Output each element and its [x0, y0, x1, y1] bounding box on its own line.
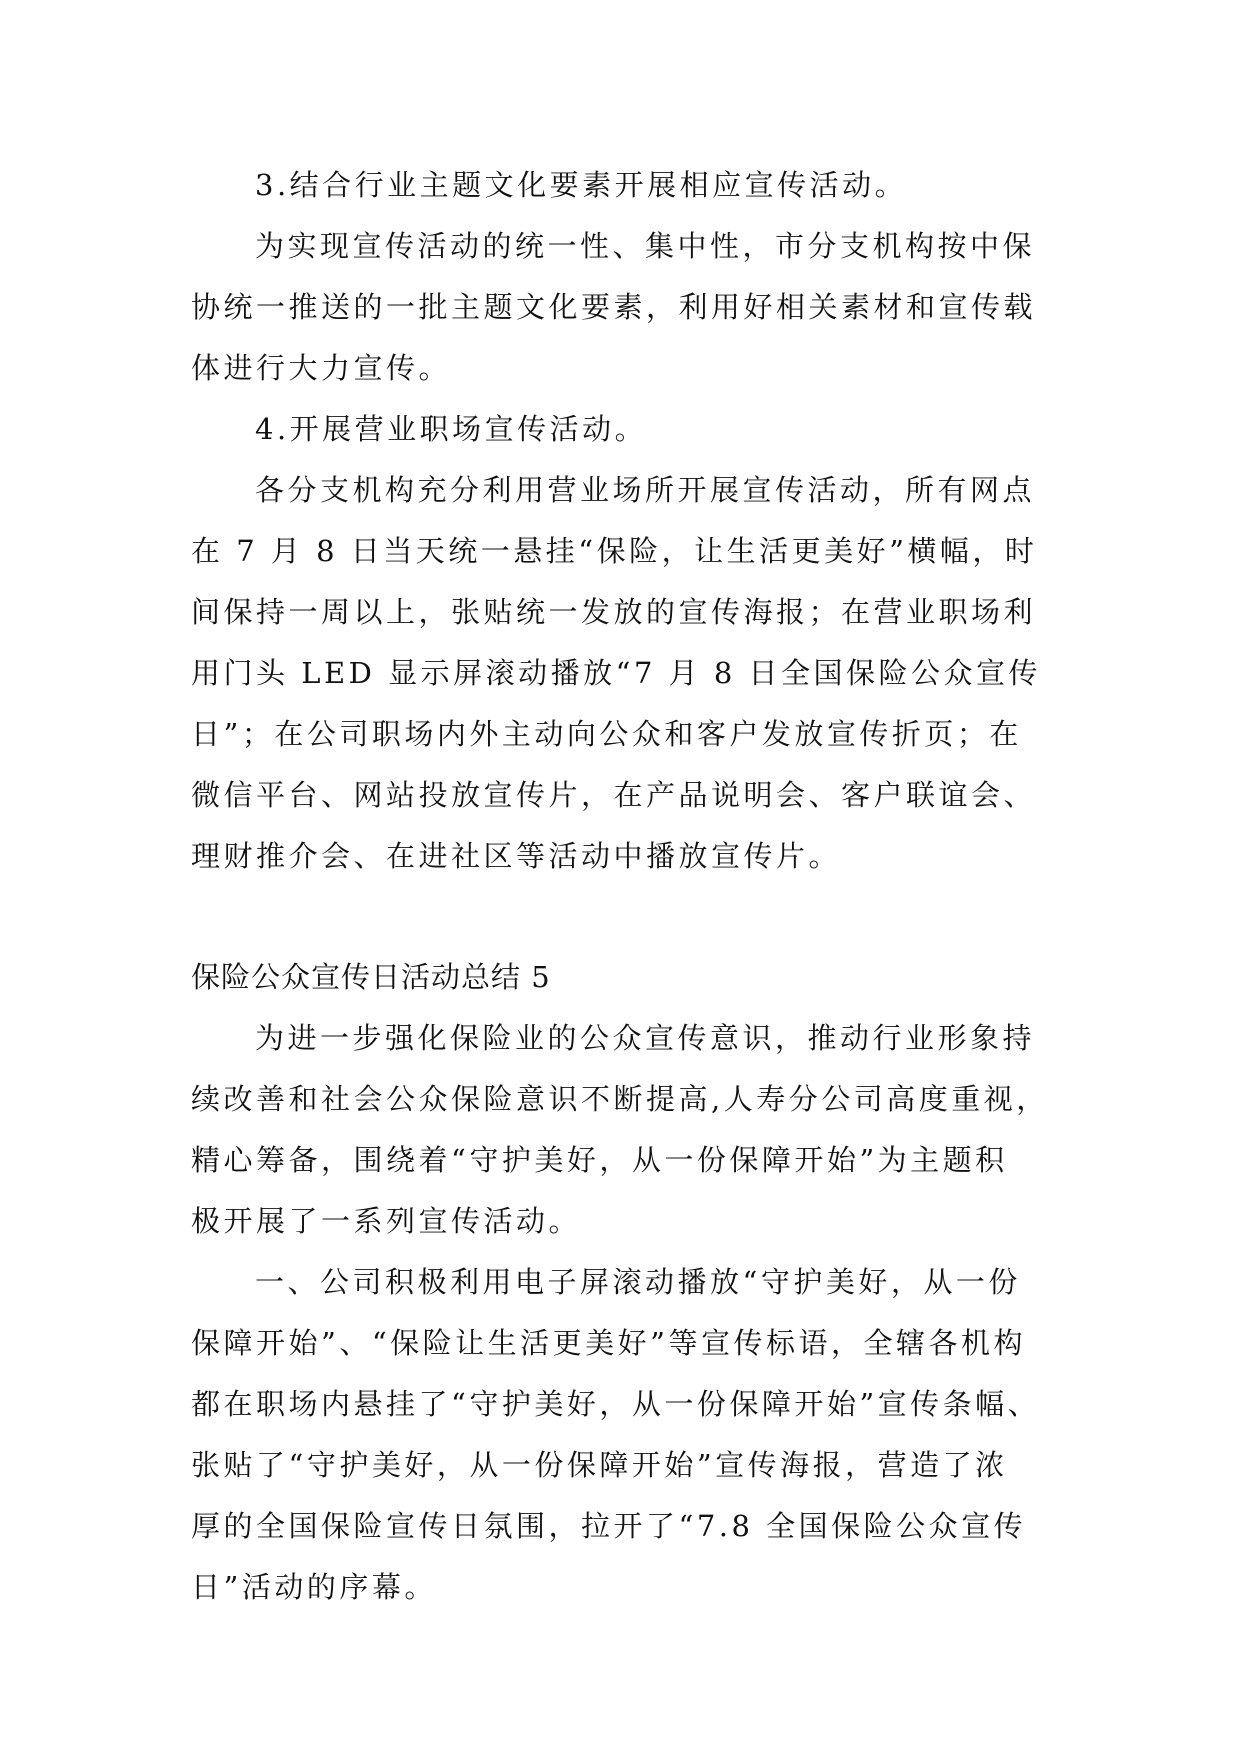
- text-line: 厚的全国保险宣传日氛围，拉开了“7.8 全国保险公众宣传: [191, 1509, 1027, 1543]
- item3-title: [191, 155, 1061, 216]
- item3-paragraph: [191, 216, 1061, 399]
- text-line: 各分支机构充分利用营业场所开展宣传活动，所有网点: [255, 473, 1036, 507]
- text-line: 为实现宣传活动的统一性、集中性，市分支机构按中保: [255, 229, 1036, 263]
- text-line: 保障开始”、“保险让生活更美好”等宣传标语，全辖各机构: [191, 1326, 1026, 1360]
- section-heading-text: 保险公众宣传日活动总结 5: [191, 960, 551, 994]
- text-line: 都在职场内悬挂了“守护美好，从一份保障开始”宣传条幅、: [191, 1387, 1041, 1421]
- text-line: 用门头 LED 显示屏滚动播放“7 月 8 日全国保险公众宣传: [191, 656, 1041, 690]
- text-line: 协统一推送的一批主题文化要素，利用好相关素材和宣传载: [191, 290, 1037, 324]
- text-line: 极开展了一系列宣传活动。: [191, 1204, 582, 1238]
- item4-paragraph: [191, 460, 1061, 887]
- point1-paragraph: [191, 1252, 1061, 1618]
- text-line: 为进一步强化保险业的公众宣传意识，推动行业形象持: [255, 1021, 1036, 1055]
- text-line: 续改善和社会公众保险意识不断提高,人寿分公司高度重视，: [191, 1082, 1049, 1116]
- text-line: 在 7 月 8 日当天统一悬挂“保险，让生活更美好”横幅，时: [191, 534, 1038, 568]
- text-line: 理财推介会、在进社区等活动中播放宣传片。: [191, 839, 842, 873]
- item4-title: [191, 399, 1061, 460]
- text-line: 张贴了“守护美好，从一份保障开始”宣传海报，营造了浓: [191, 1448, 1008, 1482]
- text-line: 3.结合行业主题文化要素开展相应宣传活动。: [255, 168, 908, 202]
- text-line: 体进行大力宣传。: [191, 351, 452, 385]
- text-line: 精心筹备，围绕着“守护美好，从一份保障开始”为主题积: [191, 1143, 1008, 1177]
- document-body: [191, 155, 1061, 1618]
- text-line: 一、公司积极利用电子屏滚动播放“守护美好，从一份: [255, 1265, 1021, 1299]
- intro-paragraph: [191, 1008, 1061, 1252]
- text-line: 日”；在公司职场内外主动向公众和客户发放宣传折页；在: [191, 717, 1022, 751]
- text-line: 4.开展营业职场宣传活动。: [255, 412, 648, 446]
- text-line: 间保持一周以上，张贴统一发放的宣传海报；在营业职场利: [191, 595, 1037, 629]
- text-line: 日”活动的序幕。: [191, 1570, 437, 1604]
- section-heading: [191, 947, 1061, 1008]
- text-line: 微信平台、网站投放宣传片，在产品说明会、客户联谊会、: [191, 778, 1037, 812]
